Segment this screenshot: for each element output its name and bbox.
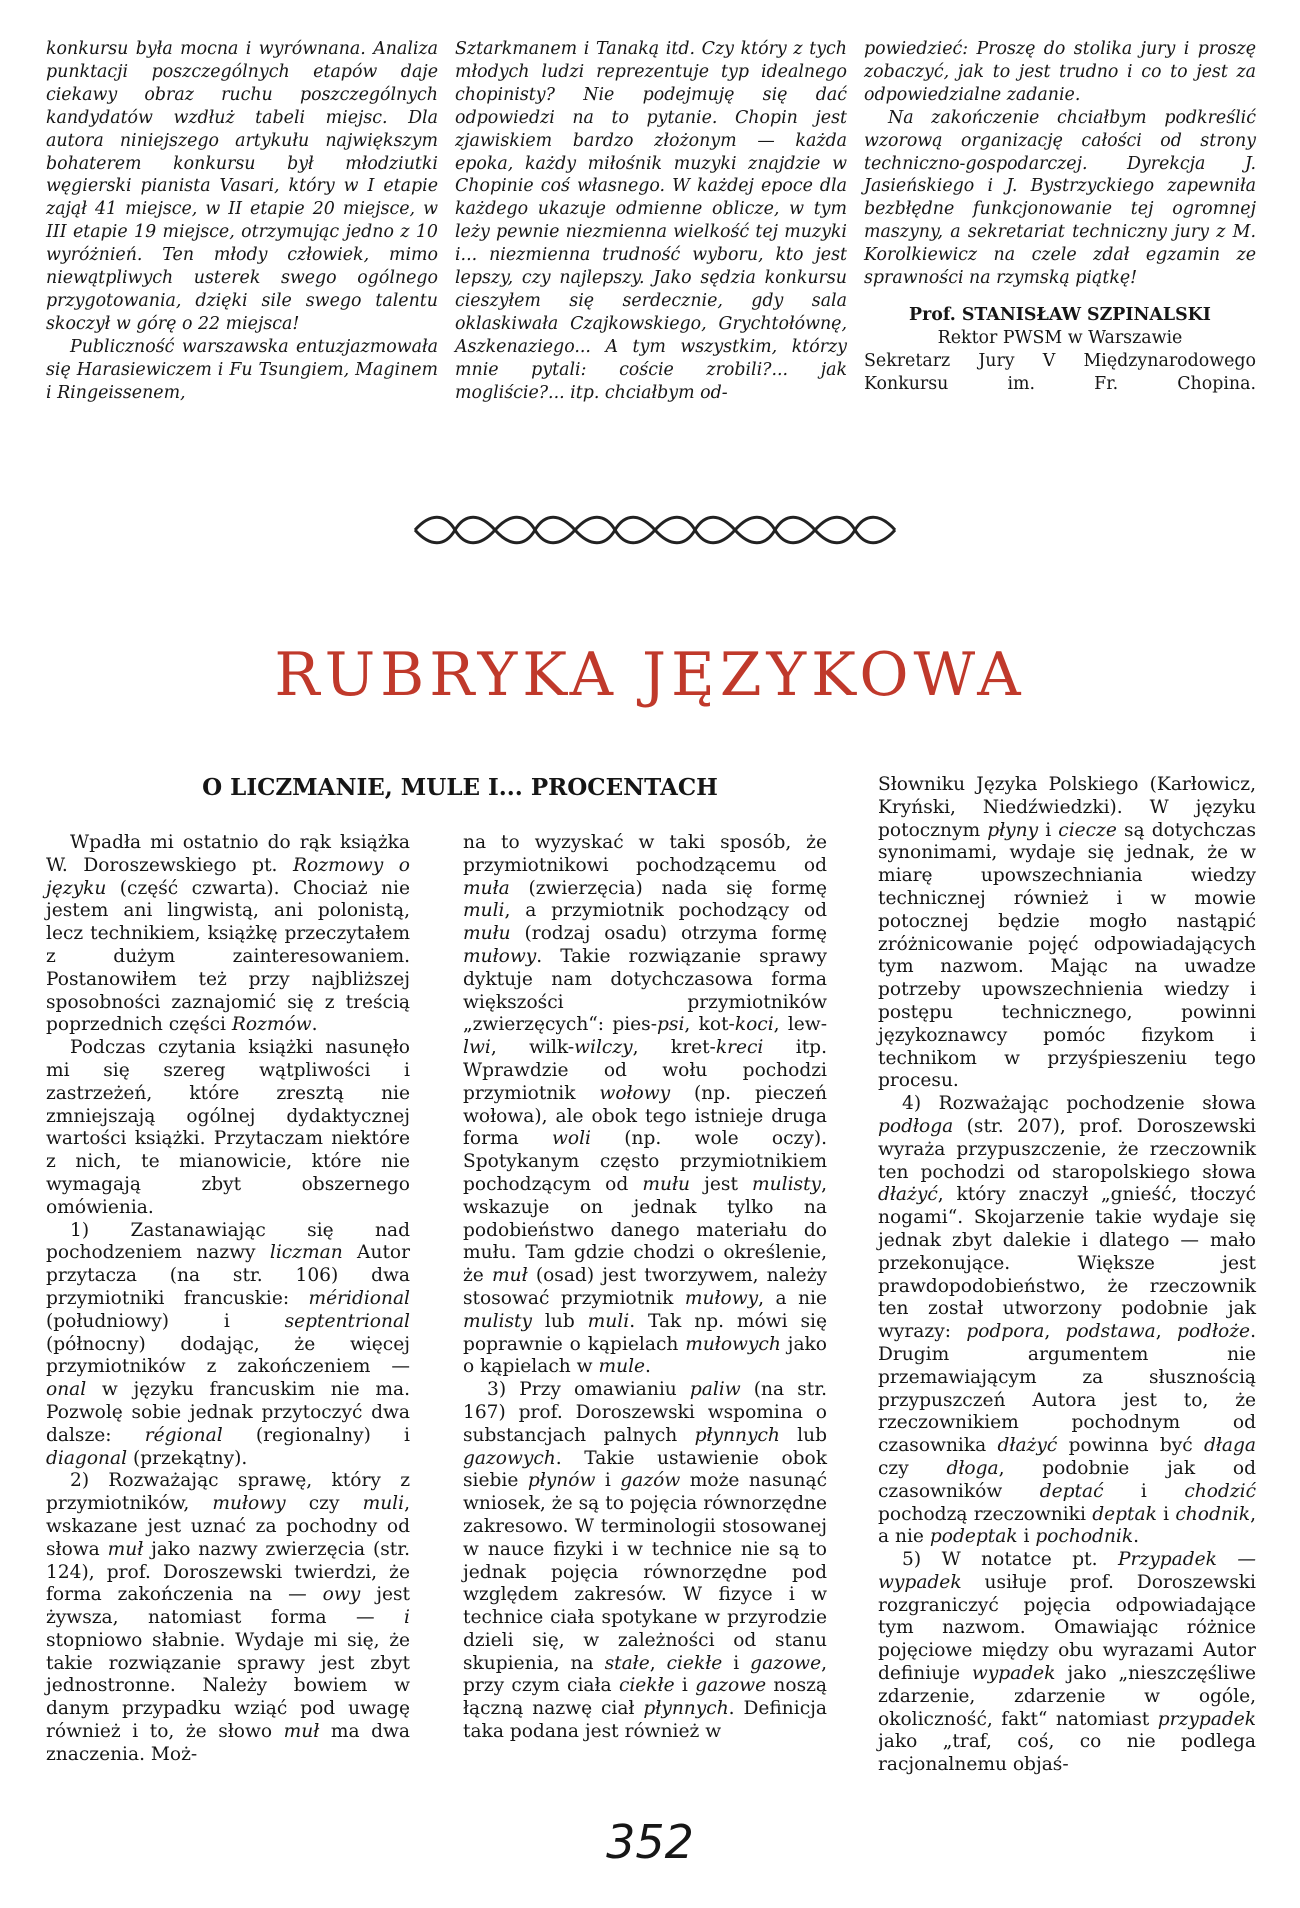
paragraph: Podczas czytania książki nasunęło mi się szereg wątpliwości i zastrzeżeń, które zresztą nie zmniejszają ogólnej dydaktycznej wartości książki. Przytaczam niektóre z nich, te mianowicie, które nie wymagają zbyt obszernego omówienia. — [46, 1037, 410, 1218]
section-title: RUBRYKA JĘZYKOWA — [274, 640, 1026, 710]
author-position: Rektor PWSM w Warszawie — [937, 327, 1183, 348]
article-column-2 — [463, 832, 827, 1744]
paragraph: na to wyzyskać w taki sposób, że przymiotnikowi pochodzącemu od muła (zwierzęcia) nada się formę muli, a przymiotnik pochodzący od mułu (rodzaj osadu) otrzyma formę mułowy. Takie rozwiązanie sprawy dyktuje nam dotychczasowa forma większości przymiotników „zwierzęcych“: pies-psi, kot-koci, lew-lwi, wilk-wilczy, kret-kreci itp. Wprawdzie od wołu pochodzi przymiotnik wołowy (np. pieczeń wołowa), ale obok tego istnieje druga forma woli (np. wole oczy). Spotykanym często przymiotnikiem pochodzącym od mułu jest mulisty, wskazuje on jednak tylko na podobieństwo danego materiału do mułu. Tam gdzie chodzi o określenie, że muł (osad) jest tworzywem, należy stosować przymiotnik mułowy, a nie mulisty lub muli. Tak np. mówi się poprawnie o kąpielach mułowych jako o kąpielach w mule. — [463, 832, 828, 1378]
ornament-divider — [405, 505, 905, 555]
paragraph: 5) W notatce pt. Przypadek — wypadek usiłuje prof. Doroszewski rozgraniczyć pojęcia odpowiadające tym nazwom. Omawiając różnice pojęciowe między obu wyrazami Autor definiuje wypadek jako „nieszczęśliwe zdarzenie, zdarzenie w ogóle, okoliczność, fakt“ natomiast przypadek jako „traf, coś, co nie podlega racjonalnemu objaś- — [878, 1549, 1256, 1776]
article-column-1 — [46, 832, 410, 1767]
author-role: Sekretarz Jury V Międzynarodowego Konkursu im. Fr. Chopina. — [864, 350, 1256, 394]
paragraph: 4) Rozważając pochodzenie słowa podłoga (str. 207), prof. Doroszewski wyraża przypuszczenie, że rzeczownik ten pochodzi od staropolskiego słowa dłażyć, który znaczył „gnieść, tłoczyć nogami“. Skojarzenie takie wydaje się jednak zbyt dalekie i dlatego — mało przekonujące. Większe jest prawdopodobieństwo, że rzeczownik ten został utworzony podobnie jak wyrazy: podpora, podstawa, podłoże. Drugim argumentem nie przemawiającym za słusznością przypuszczeń Autora jest to, że rzeczownikiem pochodnym od czasownika dłażyć powinna być dłaga czy dłoga, podobnie jak od czasowników deptać i chodzić pochodzą rzeczowniki deptak i chodnik, a nie podeptak i pochodnik. — [878, 1093, 1256, 1548]
paragraph: konkursu była mocna i wyrównana. Analiza punktacji poszczególnych etapów daje ciekawy obraz ruchu poszczególnych kandydatów wzdłuż tabeli miejsc. Dla autora niniejszego artykułu największym bohaterem konkursu był młodziutki węgierski pianista Vasari, który w I etapie zajął 41 miejsce, w II etapie 20 miejsce, w III etapie 19 miejsce, otrzymując jedno z 10 wyróżnień. Ten młody człowiek, mimo niewątpliwych usterek swego ogólnego przygotowania, dzięki sile swego talentu skoczył w górę o 22 miejsca! — [46, 39, 438, 334]
article-column-3 — [878, 774, 1256, 1777]
top-column-1 — [46, 38, 438, 468]
previous-article-continuation — [46, 38, 1256, 468]
paragraph: 1) Zastanawiając się nad pochodzeniem nazwy liczman Autor przytacza (na str. 106) dwa przymiotniki francuskie: méridional (południowy) i septentrional (północny) dodając, że więcej przymiotników z zakończeniem — onal w języku francuskim nie ma. Pozwolę sobie jednak przytoczyć dwa dalsze: régional (regionalny) i diagonal (przekątny). — [46, 1219, 410, 1469]
top-column-2 — [455, 38, 847, 468]
page-number: 352 — [606, 1815, 694, 1869]
paragraph: 3) Przy omawianiu paliw (na str. 167) prof. Doroszewski wspomina o substancjach palnych płynnych lub gazowych. Takie ustawienie obok siebie płynów i gazów może nasunąć wniosek, że są to pojęcia równorzędne zakresowo. W terminologii stosowanej w nauce fizyki i w technice nie są to jednak pojęcia równorzędne pod względem zakresów. W fizyce i w technice ciała spotykane w przyrodzie dzieli się, w zależności od stanu skupienia, na stałe, ciekłe i gazowe, przy czym ciała ciekłe i gazowe noszą łączną nazwę ciał płynnych. Definicja taka podana jest również w — [463, 1379, 827, 1743]
paragraph: Publiczność warszawska entuzjazmowała się Harasiewiczem i Fu Tsungiem, Maginem i Ringeissenem, — [46, 336, 438, 403]
paragraph: Na zakończenie chciałbym podkreślić wzorową organizację całości od strony techniczno-gospodarczej. Dyrekcja J. Jasieńskiego i J. Bystrzyckiego zapewniła bezbłędne funkcjonowanie tej ogromnej maszyny, a sekretariat techniczny jury z M. Korolkiewicz na czele zdał egzamin ze sprawności na rzymską piątkę! — [864, 107, 1256, 289]
article-title: O LICZMANIE, MULE I... PROCENTACH — [202, 774, 718, 801]
paragraph: powiedzieć: Proszę do stolika jury i proszę zobaczyć, jak to jest trudno i co to jest za odpowiedzialne zadanie. — [864, 39, 1256, 105]
paragraph: Sztarkmanem i Tanaką itd. Czy który z tych młodych ludzi reprezentuje typ idealnego chopinisty? Nie podejmuję się dać odpowiedzi na to pytanie. Chopin jest zjawiskiem bardzo złożonym — każda epoka, każdy miłośnik muzyki znajdzie w Chopinie coś własnego. W każdej epoce dla każdego ukazuje odmienne oblicze, w tym leży pewnie niezmienna wielkość tej muzyki i... niezmienna trudność wyboru, kto jest lepszy, czy najlepszy. Jako sędzia konkursu cieszyłem się serdecznie, gdy sala oklaskiwała Czajkowskiego, Grychtołównę, Aszkenaziego... A tym wszystkim, którzy mnie pytali: coście zrobili?... jak mogliście?... itp. chciałbym od- — [455, 39, 847, 403]
top-column-3 — [864, 38, 1256, 468]
author-signature — [864, 304, 1256, 396]
paragraph: Słowniku Języka Polskiego (Karłowicz, Kryński, Niedźwiedzki). W języku potocznym płyny i ciecze są dotychczas synonimami, wydaje się jednak, że w miarę upowszechniania wiedzy technicznej również i w mowie potocznej będzie mogło nastąpić zróżnicowanie pojęć odpowiadających tym nazwom. Mając na uwadze potrzeby upowszechnienia wiedzy i postępu technicznego, powinni językoznawcy pomóc fizykom i technikom w przyśpieszeniu tego procesu. — [878, 774, 1256, 1092]
paragraph: Wpadła mi ostatnio do rąk książka W. Doroszewskiego pt. Rozmowy o języku (część czwarta). Chociaż nie jestem ani lingwistą, ani polonistą, lecz technikiem, książkę przeczytałem z dużym zainteresowaniem. Postanowiłem też przy najbliższej sposobności zaznajomić się z treścią poprzednich części Rozmów. — [46, 832, 410, 1036]
author-name: Prof. STANISŁAW SZPINALSKI — [909, 304, 1211, 325]
paragraph: 2) Rozważając sprawę, który z przymiotników, mułowy czy muli, wskazane jest uznać za pochodny od słowa muł jako nazwy zwierzęcia (str. 124), prof. Doroszewski twierdzi, że forma zakończenia na — owy jest żywsza, natomiast forma — i stopniowo słabnie. Wydaje mi się, że takie rozwiązanie sprawy jest zbyt jednostronne. Należy bowiem w danym przypadku wziąć pod uwagę również i to, że słowo muł ma dwa znaczenia. Moż- — [46, 1470, 410, 1765]
